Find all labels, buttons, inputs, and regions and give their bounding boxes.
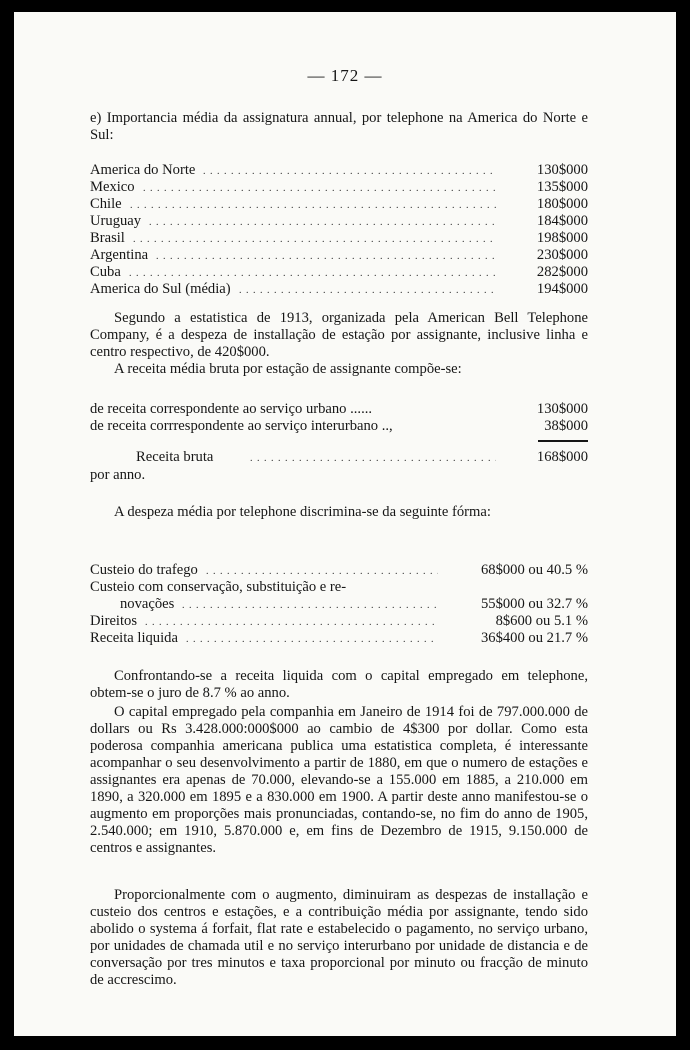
subscription-row <box>90 196 588 213</box>
leader-dots <box>149 213 496 231</box>
paragraph-bell: Segundo a estatistica de 1913, organizada pela American Bell Telephone Company, é a despeza de installação de estação por assignante, inclusive linha e centro respectivo, de 420$000. <box>90 310 588 360</box>
leader-dots <box>182 596 438 614</box>
subscription-row-value: 194$000 <box>536 281 588 297</box>
gross-revenue-suffix: por anno. <box>90 467 146 483</box>
subscription-row <box>90 230 588 247</box>
subscription-row-label: Argentina <box>90 247 149 263</box>
leader-dots <box>145 613 438 631</box>
subscription-row <box>90 247 588 264</box>
paragraph-despeza: A despeza média por telephone discrimina-se da seguinte fórma: <box>114 504 491 520</box>
revenue-row <box>90 418 588 435</box>
leader-dots <box>129 264 496 282</box>
section-e-intro: e) Importancia média da assignatura annual, por telephone na America do Norte e Sul: <box>90 110 588 143</box>
revenue-row-value: 38$000 <box>544 418 588 434</box>
revenue-row-label: de receita corrrespondente ao serviço interurbano .., <box>90 418 393 434</box>
subscription-row-label: Chile <box>90 196 122 212</box>
subscription-row-value: 130$000 <box>536 162 588 178</box>
gross-revenue-row <box>90 449 588 466</box>
leader-dots <box>143 179 496 197</box>
expense-row-label: Custeio do trafego <box>90 562 198 578</box>
expense-row-value: 55$000 ou 32.7 % <box>480 596 588 612</box>
paragraph-confrontando: Confrontando-se a receita liquida com o capital empregado em telephone, obtem-se o juro de 8.7 % ao anno. <box>90 668 588 701</box>
subscription-row-value: 282$000 <box>536 264 588 280</box>
leader-dots <box>186 630 438 648</box>
subscription-row <box>90 179 588 196</box>
expense-row <box>90 579 588 596</box>
subscription-row-label: Mexico <box>90 179 135 195</box>
gross-revenue-value: 168$000 <box>536 449 588 465</box>
subscription-row-value: 184$000 <box>536 213 588 229</box>
page-number: — 172 — <box>307 66 383 85</box>
expense-row-value: 36$400 ou 21.7 % <box>480 630 588 646</box>
leader-dots <box>250 449 496 467</box>
leader-dots <box>156 247 496 265</box>
revenue-row-label: de receita correspondente ao serviço urbano ...... <box>90 401 373 417</box>
expense-row-label: Direitos <box>90 613 138 629</box>
subscription-row-label: Brasil <box>90 230 125 246</box>
document-page <box>14 12 676 1036</box>
subscription-row-label: Cuba <box>90 264 121 280</box>
expense-row <box>90 613 588 630</box>
subscription-row-label: Uruguay <box>90 213 142 229</box>
leader-dots <box>130 196 496 214</box>
gross-revenue-label: Receita bruta <box>136 449 214 465</box>
paragraph-proporcional: Proporcionalmente com o augmento, diminuiram as despezas de installação e custeio dos centros e estações, e a contribuição média por assignante, tendo sido abolido o systema á forfait, flat rate e estabelecido o pagamento, no serviço urbano, por unidades de chamada util e no serviço interurbano por unidade de distancia e de conversação por tres minutos e taxa proporcional por minuto ou fracção de minuto de accrescimo. <box>90 887 588 988</box>
sum-rule <box>538 440 588 442</box>
subscription-row-value: 180$000 <box>536 196 588 212</box>
revenue-row <box>90 401 588 418</box>
leader-dots <box>206 562 438 580</box>
leader-dots <box>203 162 496 180</box>
expense-row-value: 8$600 ou 5.1 % <box>495 613 588 629</box>
expense-row-label: novações <box>120 596 175 612</box>
subscription-row-value: 230$000 <box>536 247 588 263</box>
expense-row-label: Custeio com conservação, substituição e re- <box>90 579 347 595</box>
leader-dots <box>133 230 496 248</box>
subscription-row <box>90 281 588 298</box>
subscription-row <box>90 162 588 179</box>
paragraph-receita: A receita média bruta por estação de assignante compõe-se: <box>114 361 462 377</box>
subscription-row <box>90 264 588 281</box>
expense-row-label: Receita liquida <box>90 630 178 646</box>
subscription-row-label: America do Sul (média) <box>90 281 231 297</box>
expense-row <box>90 562 588 579</box>
subscription-row-label: America do Norte <box>90 162 196 178</box>
leader-dots <box>239 281 496 299</box>
subscription-row-value: 135$000 <box>536 179 588 195</box>
subscription-row <box>90 213 588 230</box>
expense-row <box>90 596 588 613</box>
paragraph-capital: O capital empregado pela companhia em Janeiro de 1914 foi de 797.000.000 de dollars ou Rs 3.428.000:000$000 ao cambio de 4$300 por dollar. Como esta poderosa companhia americana publica uma estatistica completa, é interessante acompanhar o seu desenvolvimento a partir de 1880, em que o numero de estações e assignantes era apenas de 70.000, elevando-se a 155.000 em 1885, a 210.000 em 1890, a 320.000 em 1895 e a 830.000 em 1900. A partir deste anno manifestou-se o augmento em proporções mais pronunciadas, contando-se, no fim do anno de 1905, 2.540.000; em 1910, 5.870.000 e, em fins de Dezembro de 1915, 9.150.000 de centros e assignantes. <box>90 704 588 856</box>
revenue-row-value: 130$000 <box>536 401 588 417</box>
expense-row <box>90 630 588 647</box>
expense-row-value: 68$000 ou 40.5 % <box>480 562 588 578</box>
subscription-row-value: 198$000 <box>536 230 588 246</box>
